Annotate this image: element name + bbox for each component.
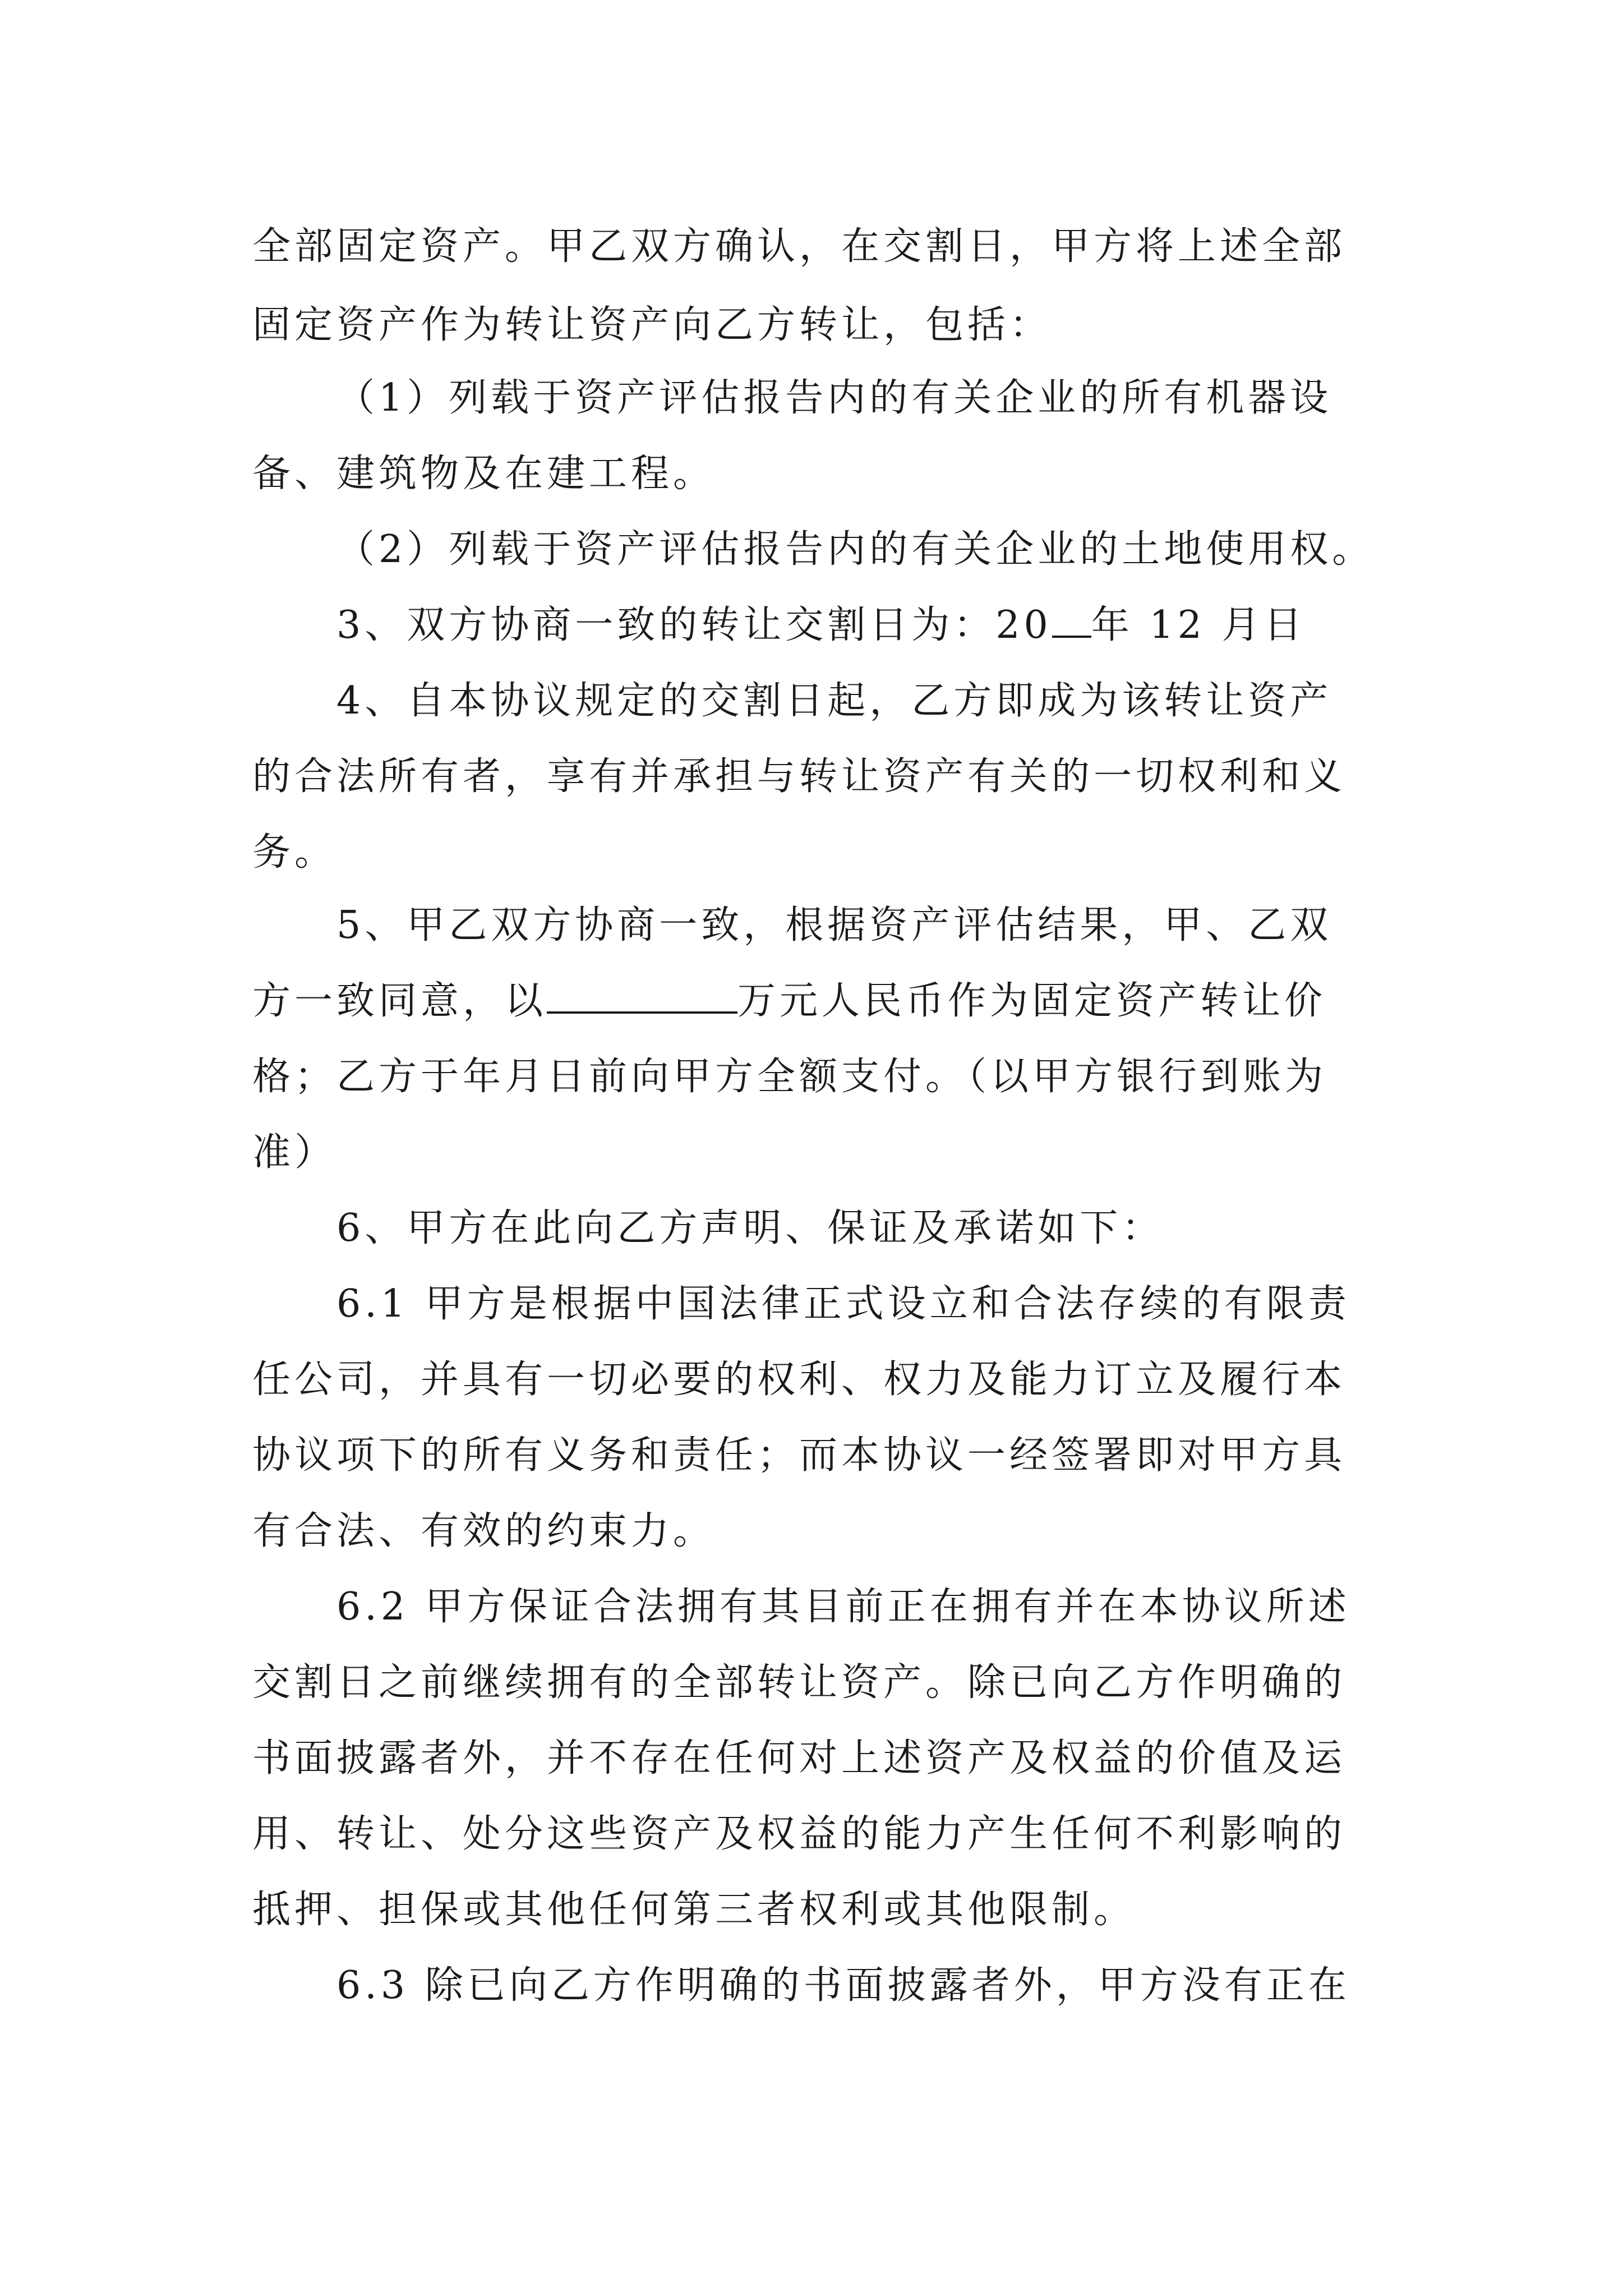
- text-line: 全部固定资产。甲乙双方确认，在交割日，甲方将上述全部: [252, 224, 1347, 269]
- price-line: [252, 970, 1402, 1032]
- price-suffix: 万元人民币作为固定资产转让价: [737, 979, 1327, 1023]
- text-line: 6.1 甲方是根据中国法律正式设立和合法存续的有限责: [336, 1282, 1350, 1326]
- text-line: 格；乙方于年月日前向甲方全额支付。（以甲方银行到账为: [252, 1055, 1327, 1099]
- text-line: 6.2 甲方保证合法拥有其目前正在拥有并在本协议所述: [336, 1585, 1350, 1629]
- price-prefix: 方一致同意，以: [252, 979, 547, 1023]
- text-line: （2）列载于资产评估报告内的有关企业的土地使用权。: [336, 527, 1375, 572]
- text-line: 抵押、担保或其他任何第三者权利或其他限制。: [252, 1888, 1136, 1932]
- text-line: 交割日之前继续拥有的全部转让资产。除已向乙方作明确的: [252, 1660, 1347, 1705]
- text-line: 6、甲方在此向乙方声明、保证及承诺如下：: [336, 1206, 1164, 1250]
- date-suffix: 年 12 月日: [1091, 603, 1306, 647]
- date-year-prefix: 20: [995, 603, 1052, 647]
- text-line: 的合法所有者，享有并承担与转让资产有关的一切权利和义: [252, 754, 1347, 799]
- text-line: 任公司，并具有一切必要的权利、权力及能力订立及履行本: [252, 1358, 1347, 1402]
- text-line: 务。: [252, 830, 337, 875]
- text-line: 准）: [252, 1130, 337, 1175]
- text-line: （1）列载于资产评估报告内的有关企业的所有机器设: [336, 376, 1332, 420]
- text-line: 有合法、有效的约束力。: [252, 1509, 716, 1553]
- transfer-date-line: [336, 595, 1486, 656]
- text-line: 用、转让、处分这些资产及权益的能力产生任何不利影响的: [252, 1812, 1347, 1856]
- text-line: 协议项下的所有义务和责任；而本协议一经签署即对甲方具: [252, 1433, 1347, 1478]
- text-line: 5、甲乙双方协商一致，根据资产评估结果，甲、乙双: [336, 903, 1332, 947]
- text-line: 备、建筑物及在建工程。: [252, 452, 716, 496]
- text-line: 书面披露者外，并不存在任何对上述资产及权益的价值及运: [252, 1736, 1347, 1780]
- text-line: 固定资产作为转让资产向乙方转让，包括：: [252, 303, 1052, 347]
- price-blank: [547, 976, 737, 1014]
- text-line: 6.3 除已向乙方作明确的书面披露者外，甲方没有正在: [336, 1963, 1350, 2008]
- transfer-date-label: 3、双方协商一致的转让交割日为：: [336, 603, 996, 647]
- date-year-blank: [1052, 600, 1091, 638]
- text-line: 4、自本协议规定的交割日起，乙方即成为该转让资产: [336, 679, 1332, 723]
